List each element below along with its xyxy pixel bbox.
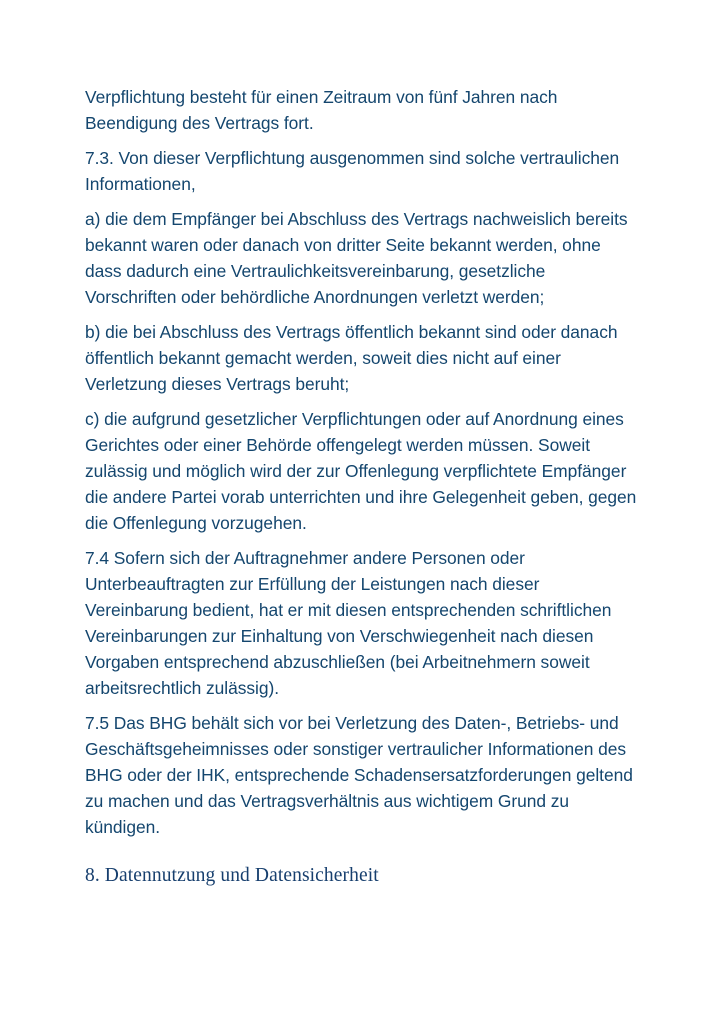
paragraph-clause-7-4: 7.4 Sofern sich der Auftragnehmer andere Personen oder Unterbeauftragten zur Erfüllung der Leistungen nach dieser Vereinbarung bedient, hat er mit diesen entsprechenden schriftlichen Vereinbarungen zur Einhaltung von Verschwiegenheit nach diesen Vorgaben entsprechend abzuschließen (bei Arbeitnehmern soweit arbeitsrechtlich zulässig). — [85, 548, 612, 698]
section-heading-8: 8. Datennutzung und Datensicherheit — [85, 865, 379, 886]
paragraph-clause-7-3-a: a) die dem Empfänger bei Abschluss des Vertrags nachweislich bereits bekannt waren oder danach von dritter Seite bekannt werden, ohne dass dadurch eine Vertraulichkeitsvereinbarung, gesetzliche Vorschriften oder behördliche Anordnungen verletzt werden; — [85, 209, 628, 307]
document-text-body — [85, 84, 639, 889]
paragraph-continuation: Verpflichtung besteht für einen Zeitraum von fünf Jahren nach Beendigung des Vertrags fort. — [85, 87, 558, 133]
paragraph-clause-7-5: 7.5 Das BHG behält sich vor bei Verletzung des Daten-, Betriebs- und Geschäftsgeheimnisses oder sonstiger vertraulicher Informationen des BHG oder der IHK, entsprechende Schadensersatzforderungen geltend zu machen und das Vertragsverhältnis aus wichtigem Grund zu kündigen. — [85, 713, 633, 837]
paragraph-clause-7-3: 7.3. Von dieser Verpflichtung ausgenommen sind solche vertraulichen Informationen, — [85, 148, 620, 194]
paragraph-clause-7-3-c: c) die aufgrund gesetzlicher Verpflichtungen oder auf Anordnung eines Gerichtes oder einer Behörde offengelegt werden müssen. Soweit zulässig und möglich wird der zur Offenlegung verpflichtete Empfänger die andere Partei vorab unterrichten und ihre Gelegenheit geben, gegen die Offenlegung vorzugehen. — [85, 409, 637, 533]
paragraph-clause-7-3-b: b) die bei Abschluss des Vertrags öffentlich bekannt sind oder danach öffentlich bekannt gemacht werden, soweit dies nicht auf einer Verletzung dieses Vertrags beruht; — [85, 322, 618, 394]
